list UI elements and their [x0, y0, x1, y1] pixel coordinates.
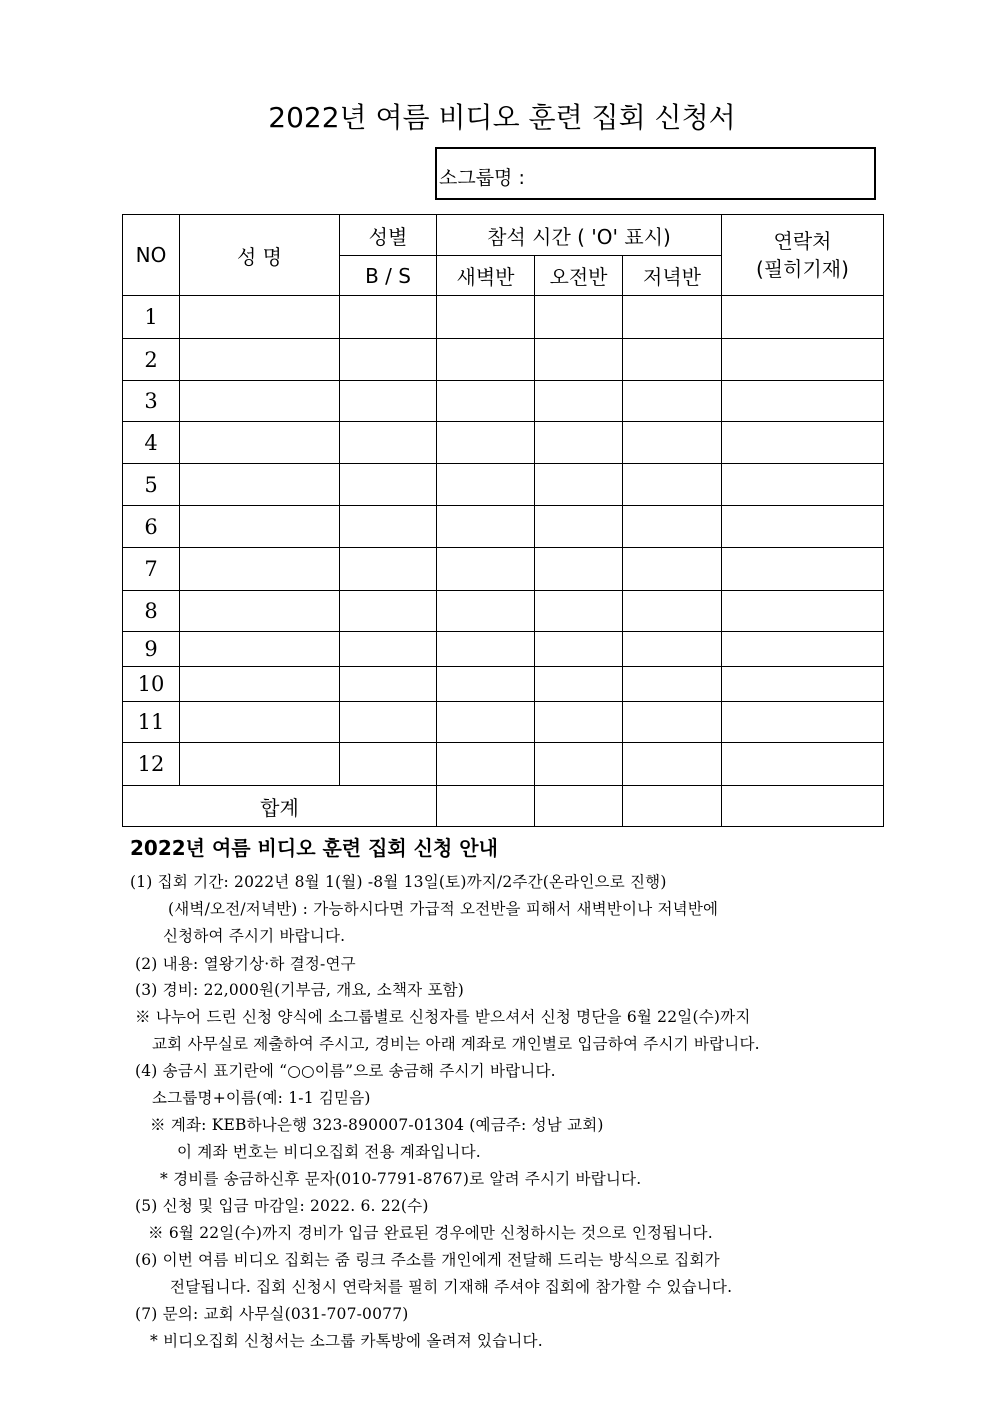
no-cell: 5 [123, 464, 180, 506]
dawn-cell[interactable] [437, 548, 535, 591]
gender-cell[interactable] [340, 591, 437, 632]
evening-cell[interactable] [623, 667, 722, 702]
table-row [123, 339, 884, 381]
table-row [123, 464, 884, 506]
guide-line: (새벽/오전/저녁반) : 가능하시다면 가급적 오전반을 피해서 새벽반이나 저녁반에 [168, 900, 719, 918]
total-morning-cell[interactable] [535, 786, 623, 827]
table-row [123, 422, 884, 464]
contact-cell[interactable] [722, 632, 884, 667]
evening-cell[interactable] [623, 506, 722, 548]
contact-cell[interactable] [722, 339, 884, 381]
page-title: 2022년 여름 비디오 훈련 집회 신청서 [268, 101, 736, 134]
guide-line: (3) 경비: 22,000원(기부금, 개요, 소책자 포함) [135, 981, 465, 999]
morning-cell[interactable] [535, 464, 623, 506]
dawn-cell[interactable] [437, 702, 535, 743]
table-row [123, 702, 884, 743]
guide-line: 교회 사무실로 제출하여 주시고, 경비는 아래 계좌로 개인별로 입금하여 주시기 바랍니다. [152, 1035, 760, 1053]
name-cell[interactable] [180, 548, 340, 591]
name-cell[interactable] [180, 464, 340, 506]
application-table [122, 214, 884, 827]
contact-cell[interactable] [722, 702, 884, 743]
name-cell[interactable] [180, 702, 340, 743]
group-name-field[interactable] [435, 147, 876, 200]
dawn-cell[interactable] [437, 422, 535, 464]
contact-cell[interactable] [722, 422, 884, 464]
guide-line: * 경비를 송금하신후 문자(010-7791-8767)로 알려 주시기 바랍니다. [160, 1170, 642, 1188]
evening-cell[interactable] [623, 464, 722, 506]
group-name-label: 소그룹명 : [439, 167, 525, 189]
no-cell: 11 [123, 702, 180, 743]
guide-line: (4) 송금시 표기란에 “○○이름”으로 송금해 주시기 바랍니다. [135, 1062, 556, 1080]
gender-cell[interactable] [340, 422, 437, 464]
evening-cell[interactable] [623, 339, 722, 381]
guide-line: (6) 이번 여름 비디오 집회는 줌 링크 주소를 개인에게 전달해 드리는 방식으로 집회가 [135, 1251, 720, 1269]
morning-cell[interactable] [535, 632, 623, 667]
name-cell[interactable] [180, 296, 340, 339]
gender-cell[interactable] [340, 743, 437, 786]
no-cell: 6 [123, 506, 180, 548]
evening-cell[interactable] [623, 632, 722, 667]
name-cell[interactable] [180, 339, 340, 381]
guide-line: ※ 계좌: KEB하나은행 323-890007-01304 (예금주: 성남 교회) [150, 1116, 604, 1134]
gender-cell[interactable] [340, 632, 437, 667]
header-gender: 성별 [340, 215, 437, 256]
dawn-cell[interactable] [437, 381, 535, 422]
gender-cell[interactable] [340, 339, 437, 381]
no-cell: 4 [123, 422, 180, 464]
table-row [123, 591, 884, 632]
guide-line: 이 계좌 번호는 비디오집회 전용 계좌입니다. [177, 1143, 481, 1161]
contact-cell[interactable] [722, 743, 884, 786]
morning-cell[interactable] [535, 381, 623, 422]
header-attendance-time: 참석 시간 ( 'O' 표시) [437, 215, 722, 256]
no-cell: 3 [123, 381, 180, 422]
no-cell: 1 [123, 296, 180, 339]
evening-cell[interactable] [623, 743, 722, 786]
table-row [123, 296, 884, 339]
evening-cell[interactable] [623, 422, 722, 464]
no-cell: 8 [123, 591, 180, 632]
dawn-cell[interactable] [437, 464, 535, 506]
total-evening-cell[interactable] [623, 786, 722, 827]
guide-line: 소그룹명+이름(예: 1-1 김믿음) [152, 1089, 371, 1107]
evening-cell[interactable] [623, 702, 722, 743]
dawn-cell[interactable] [437, 506, 535, 548]
table-row [123, 632, 884, 667]
table-row [123, 506, 884, 548]
guide-line: ※ 나누어 드린 신청 양식에 소그룹별로 신청자를 받으셔서 신청 명단을 6월 22일(수)까지 [135, 1008, 751, 1026]
dawn-cell[interactable] [437, 743, 535, 786]
morning-cell[interactable] [535, 506, 623, 548]
contact-cell[interactable] [722, 548, 884, 591]
guide-line: (1) 집회 기간: 2022년 8월 1(월) -8월 13일(토)까지/2주간(온라인으로 진행) [130, 873, 667, 891]
header-dawn: 새벽반 [437, 256, 535, 296]
dawn-cell[interactable] [437, 296, 535, 339]
contact-cell[interactable] [722, 381, 884, 422]
name-cell[interactable] [180, 632, 340, 667]
guide-line: ※ 6월 22일(수)까지 경비가 입금 완료된 경우에만 신청하시는 것으로 인정됩니다. [148, 1224, 713, 1242]
gender-cell[interactable] [340, 667, 437, 702]
dawn-cell[interactable] [437, 339, 535, 381]
table-row [123, 548, 884, 591]
total-dawn-cell[interactable] [437, 786, 535, 827]
morning-cell[interactable] [535, 591, 623, 632]
guide-line: (7) 문의: 교회 사무실(031-707-0077) [135, 1305, 409, 1323]
morning-cell[interactable] [535, 422, 623, 464]
total-contact-cell[interactable] [722, 786, 884, 827]
morning-cell[interactable] [535, 339, 623, 381]
contact-cell[interactable] [722, 296, 884, 339]
guide-line: (5) 신청 및 입금 마감일: 2022. 6. 22(수) [135, 1197, 429, 1215]
evening-cell[interactable] [623, 548, 722, 591]
table-row [123, 667, 884, 702]
table-row [123, 743, 884, 786]
name-cell[interactable] [180, 422, 340, 464]
header-contact-note: (필히기재) [756, 257, 849, 281]
morning-cell[interactable] [535, 702, 623, 743]
header-name: 성 명 [180, 215, 340, 296]
contact-cell[interactable] [722, 506, 884, 548]
no-cell: 10 [123, 667, 180, 702]
name-cell[interactable] [180, 506, 340, 548]
header-gender-sub: B / S [340, 256, 437, 296]
dawn-cell[interactable] [437, 667, 535, 702]
no-cell: 2 [123, 339, 180, 381]
name-cell[interactable] [180, 667, 340, 702]
name-cell[interactable] [180, 591, 340, 632]
header-evening: 저녁반 [623, 256, 722, 296]
gender-cell[interactable] [340, 702, 437, 743]
evening-cell[interactable] [623, 296, 722, 339]
guide-line: 신청하여 주시기 바랍니다. [163, 927, 346, 945]
guide-line: * 비디오집회 신청서는 소그룹 카톡방에 올려져 있습니다. [150, 1332, 543, 1350]
name-cell[interactable] [180, 381, 340, 422]
total-label: 합계 [123, 786, 437, 827]
guide-line: (2) 내용: 열왕기상·하 결정-연구 [135, 955, 356, 973]
morning-cell[interactable] [535, 743, 623, 786]
header-contact-label: 연락처 [773, 229, 832, 253]
dawn-cell[interactable] [437, 632, 535, 667]
no-cell: 12 [123, 743, 180, 786]
evening-cell[interactable] [623, 591, 722, 632]
header-no: NO [123, 215, 180, 296]
gender-cell[interactable] [340, 506, 437, 548]
evening-cell[interactable] [623, 381, 722, 422]
gender-cell[interactable] [340, 464, 437, 506]
total-row [123, 786, 884, 827]
gender-cell[interactable] [340, 296, 437, 339]
contact-cell[interactable] [722, 591, 884, 632]
no-cell: 7 [123, 548, 180, 591]
guide-line: 전달됩니다. 집회 신청시 연락처를 필히 기재해 주셔야 집회에 참가할 수 있습니다. [170, 1278, 733, 1296]
morning-cell[interactable] [535, 548, 623, 591]
header-contact [722, 215, 884, 296]
guide-title: 2022년 여름 비디오 훈련 집회 신청 안내 [130, 836, 498, 860]
contact-cell[interactable] [722, 667, 884, 702]
morning-cell[interactable] [535, 296, 623, 339]
dawn-cell[interactable] [437, 591, 535, 632]
gender-cell[interactable] [340, 381, 437, 422]
header-morning: 오전반 [535, 256, 623, 296]
table-row [123, 381, 884, 422]
morning-cell[interactable] [535, 667, 623, 702]
no-cell: 9 [123, 632, 180, 667]
gender-cell[interactable] [340, 548, 437, 591]
name-cell[interactable] [180, 743, 340, 786]
contact-cell[interactable] [722, 464, 884, 506]
